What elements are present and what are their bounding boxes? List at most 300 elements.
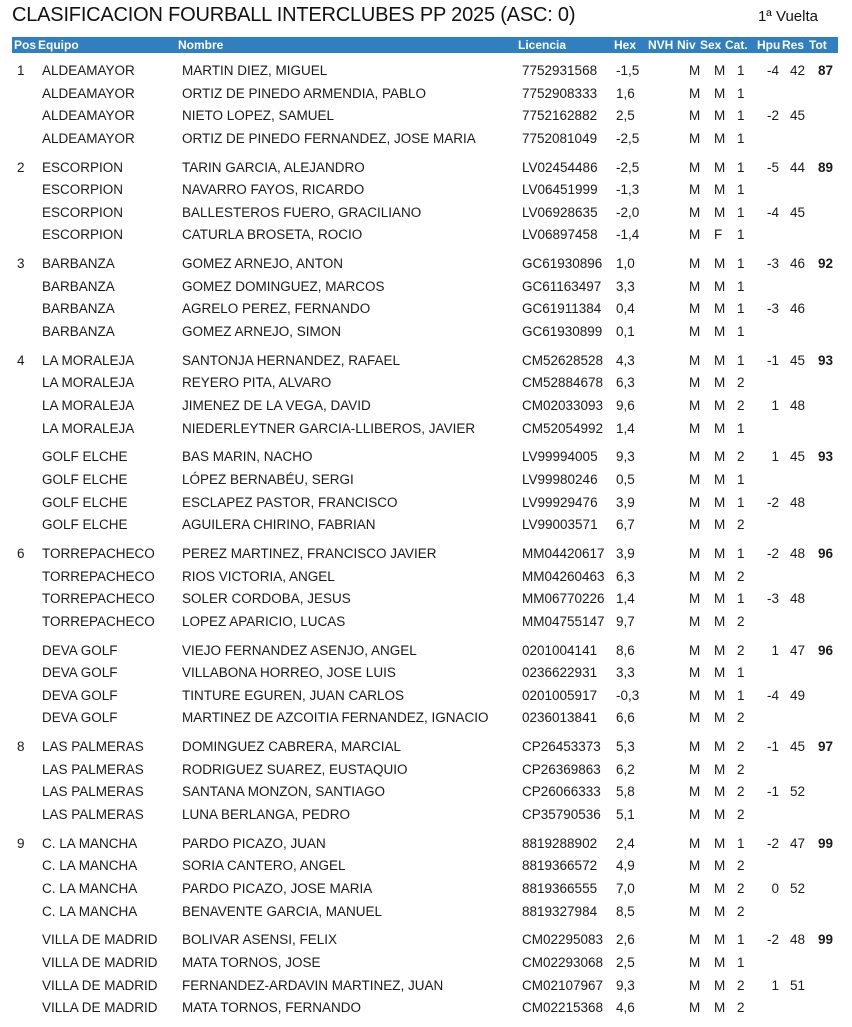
team-name: BARBANZA	[42, 323, 115, 339]
table-row	[0, 129, 852, 152]
team-name: LAS PALMERAS	[42, 739, 144, 755]
player-name: NIEDERLEYTNER GARCIA-LLIBEROS, JAVIER	[182, 420, 476, 436]
player-licence: 8819327984	[522, 903, 598, 919]
player-hex: 1,6	[616, 85, 635, 101]
player-name: RODRIGUEZ SUAREZ, EUSTAQUIO	[182, 761, 408, 777]
player-sex: M	[714, 806, 726, 822]
player-hpu: -2	[766, 545, 779, 561]
player-niv: M	[689, 182, 701, 198]
player-sex: M	[714, 761, 726, 777]
team-name: ALDEAMAYOR	[42, 85, 135, 101]
player-hex: 1,0	[616, 256, 635, 272]
team-total: 96	[818, 545, 834, 561]
player-hex: 6,6	[616, 710, 635, 726]
team-name: DEVA GOLF	[42, 710, 118, 726]
player-licence: 8819366572	[522, 858, 598, 874]
col-header-hex: Hex	[614, 38, 637, 52]
player-res: 47	[790, 835, 806, 851]
player-hpu: -2	[766, 108, 779, 124]
player-niv: M	[689, 954, 701, 970]
team-name: GOLF ELCHE	[42, 471, 128, 487]
player-hpu: -2	[766, 932, 779, 948]
player-niv: M	[689, 1000, 701, 1016]
team-name: LA MORALEJA	[42, 420, 135, 436]
table-row	[0, 567, 852, 590]
player-name: TINTURE EGUREN, JUAN CARLOS	[182, 687, 405, 703]
table-row	[0, 322, 852, 345]
team-position: 1	[17, 63, 25, 78]
table-row	[0, 254, 852, 277]
player-sex: M	[714, 182, 726, 198]
player-niv: M	[689, 449, 701, 465]
team-position: 8	[17, 739, 25, 755]
player-hpu: -4	[766, 687, 779, 703]
player-cat: 1	[737, 278, 745, 294]
player-hpu: 1	[771, 977, 779, 993]
player-name: REYERO PITA, ALVARO	[182, 375, 332, 391]
player-hex: 1,4	[616, 591, 635, 607]
table-row	[0, 663, 852, 686]
team-name: C. LA MANCHA	[42, 858, 138, 874]
player-niv: M	[689, 761, 701, 777]
table-row	[0, 106, 852, 129]
player-licence: CP26453373	[522, 739, 601, 755]
player-name: AGRELO PEREZ, FERNANDO	[182, 301, 371, 317]
player-name: GOMEZ ARNEJO, SIMON	[182, 323, 342, 339]
player-sex: M	[714, 545, 726, 561]
player-niv: M	[689, 159, 701, 175]
player-name: LOPEZ APARICIO, LUCAS	[182, 613, 346, 629]
player-licence: 0201004141	[522, 642, 598, 658]
player-hex: 0,4	[616, 301, 635, 317]
player-niv: M	[689, 932, 701, 948]
col-header-cat: Cat.	[725, 38, 748, 52]
player-cat: 2	[737, 375, 745, 391]
player-licence: GC61930899	[522, 323, 603, 339]
player-licence: 8819288902	[522, 835, 598, 851]
player-sex: M	[714, 642, 726, 658]
table-row	[0, 470, 852, 493]
player-sex: M	[714, 130, 726, 146]
player-name: LÓPEZ BERNABÉU, SERGI	[182, 471, 354, 487]
player-name: CATURLA BROSETA, ROCIO	[182, 227, 363, 243]
team-name: ESCORPION	[42, 227, 124, 243]
player-sex: M	[714, 613, 726, 629]
player-niv: M	[689, 375, 701, 391]
team-total: 89	[818, 159, 834, 175]
table-row	[0, 834, 852, 857]
player-sex: M	[714, 665, 726, 681]
player-cat: 2	[737, 977, 745, 993]
player-res: 48	[790, 545, 806, 561]
player-sex: M	[714, 449, 726, 465]
table-row	[0, 84, 852, 107]
player-hex: 9,7	[616, 613, 635, 629]
player-hex: 6,3	[616, 568, 635, 584]
player-licence: LV99003571	[522, 517, 598, 533]
table-row	[0, 998, 852, 1021]
col-header-niv: Niv	[677, 38, 696, 52]
table-row	[0, 158, 852, 181]
player-cat: 1	[737, 835, 745, 851]
player-licence: MM06770226	[522, 591, 605, 607]
player-res: 46	[790, 256, 806, 272]
player-hex: 6,2	[616, 761, 635, 777]
player-niv: M	[689, 545, 701, 561]
team-name: LA MORALEJA	[42, 397, 135, 413]
player-hex: 9,3	[616, 977, 635, 993]
player-niv: M	[689, 108, 701, 124]
player-hex: 9,3	[616, 449, 635, 465]
player-sex: M	[714, 159, 726, 175]
player-cat: 2	[737, 517, 745, 533]
col-header-nvh: NVH	[648, 38, 674, 52]
player-cat: 2	[737, 642, 745, 658]
player-hex: 3,9	[616, 494, 635, 510]
team-name: VILLA DE MADRID	[42, 932, 158, 948]
player-res: 52	[790, 784, 806, 800]
col-header-hpu: Hpu	[757, 38, 781, 52]
player-sex: M	[714, 710, 726, 726]
player-res: 45	[790, 449, 806, 465]
team-name: DEVA GOLF	[42, 665, 118, 681]
player-hex: 0,5	[616, 471, 635, 487]
player-hpu: -5	[766, 159, 779, 175]
player-name: MARTINEZ DE AZCOITIA FERNANDEZ, IGNACIO	[182, 710, 489, 726]
player-name: BOLIVAR ASENSI, FELIX	[182, 932, 338, 948]
player-niv: M	[689, 352, 701, 368]
player-name: PARDO PICAZO, JUAN	[182, 835, 326, 851]
table-row	[0, 879, 852, 902]
player-sex: M	[714, 1000, 726, 1016]
player-name: GOMEZ ARNEJO, ANTON	[182, 256, 344, 272]
player-name: SANTANA MONZON, SANTIAGO	[182, 784, 386, 800]
player-hex: 3,9	[616, 545, 635, 561]
player-name: PEREZ MARTINEZ, FRANCISCO JAVIER	[182, 545, 437, 561]
player-sex: M	[714, 256, 726, 272]
player-hex: 4,9	[616, 858, 635, 874]
player-cat: 1	[737, 471, 745, 487]
player-hex: 5,1	[616, 806, 635, 822]
team-group	[0, 834, 852, 931]
player-name: VIEJO FERNANDEZ ASENJO, ANGEL	[182, 642, 417, 658]
table-row	[0, 493, 852, 516]
player-res: 45	[790, 108, 806, 124]
team-group	[0, 61, 852, 158]
player-licence: CP26066333	[522, 784, 601, 800]
player-hpu: -4	[766, 63, 779, 78]
team-group	[0, 544, 852, 641]
player-hpu: -1	[766, 739, 779, 755]
player-niv: M	[689, 665, 701, 681]
team-total: 93	[818, 449, 834, 465]
team-name: LAS PALMERAS	[42, 761, 144, 777]
player-hpu: -3	[766, 301, 779, 317]
player-name: NIETO LOPEZ, SAMUEL	[182, 108, 335, 124]
player-niv: M	[689, 256, 701, 272]
player-name: GOMEZ DOMINGUEZ, MARCOS	[182, 278, 385, 294]
player-cat: 1	[737, 108, 745, 124]
player-niv: M	[689, 687, 701, 703]
team-name: LA MORALEJA	[42, 375, 135, 391]
player-niv: M	[689, 85, 701, 101]
player-cat: 2	[737, 880, 745, 896]
team-position: 9	[17, 835, 25, 851]
player-sex: M	[714, 301, 726, 317]
team-name: GOLF ELCHE	[42, 517, 128, 533]
player-cat: 1	[737, 954, 745, 970]
table-row	[0, 351, 852, 374]
table-row	[0, 930, 852, 953]
player-licence: 8819366555	[522, 880, 598, 896]
player-licence: 0201005917	[522, 687, 598, 703]
team-total: 96	[818, 642, 834, 658]
team-total: 87	[818, 63, 834, 78]
player-cat: 2	[737, 761, 745, 777]
player-sex: M	[714, 108, 726, 124]
team-name: DEVA GOLF	[42, 687, 118, 703]
player-cat: 2	[737, 858, 745, 874]
player-hpu: 1	[771, 397, 779, 413]
round-label: 1ª Vuelta	[757, 8, 818, 25]
team-total: 99	[818, 932, 834, 948]
player-hex: -2,5	[616, 159, 640, 175]
player-niv: M	[689, 323, 701, 339]
player-niv: M	[689, 858, 701, 874]
player-sex: M	[714, 903, 726, 919]
player-hex: 5,8	[616, 784, 635, 800]
player-res: 47	[790, 642, 806, 658]
player-hex: -1,5	[616, 63, 640, 78]
player-name: BAS MARIN, NACHO	[182, 449, 313, 465]
player-cat: 1	[737, 159, 745, 175]
player-res: 52	[790, 880, 806, 896]
team-name: VILLA DE MADRID	[42, 977, 158, 993]
team-name: BARBANZA	[42, 256, 115, 272]
player-name: PARDO PICAZO, JOSE MARIA	[182, 880, 373, 896]
player-sex: F	[714, 227, 723, 243]
team-name: C. LA MANCHA	[42, 835, 138, 851]
player-name: NAVARRO FAYOS, RICARDO	[182, 182, 365, 198]
player-name: SOLER CORDOBA, JESUS	[182, 591, 351, 607]
player-licence: MM04260463	[522, 568, 605, 584]
player-niv: M	[689, 63, 701, 78]
table-row	[0, 760, 852, 783]
table-header	[12, 37, 838, 53]
player-niv: M	[689, 420, 701, 436]
player-sex: M	[714, 954, 726, 970]
player-licence: CM02295083	[522, 932, 604, 948]
table-row	[0, 902, 852, 925]
team-name: ALDEAMAYOR	[42, 130, 135, 146]
team-name: ESCORPION	[42, 182, 124, 198]
player-niv: M	[689, 880, 701, 896]
player-hpu: -4	[766, 204, 779, 220]
player-name: RIOS VICTORIA, ANGEL	[182, 568, 335, 584]
player-name: ORTIZ DE PINEDO ARMENDIA, PABLO	[182, 85, 427, 101]
team-group	[0, 254, 852, 351]
player-sex: M	[714, 375, 726, 391]
team-name: BARBANZA	[42, 301, 115, 317]
player-sex: M	[714, 835, 726, 851]
player-licence: LV06897458	[522, 227, 598, 243]
player-name: DOMINGUEZ CABRERA, MARCIAL	[182, 739, 402, 755]
player-licence: LV99994005	[522, 449, 598, 465]
player-sex: M	[714, 977, 726, 993]
team-name: TORREPACHECO	[42, 613, 155, 629]
team-name: C. LA MANCHA	[42, 903, 138, 919]
player-licence: CM52884678	[522, 375, 604, 391]
table-row	[0, 686, 852, 709]
table-row	[0, 805, 852, 828]
page-title: CLASIFICACION FOURBALL INTERCLUBES PP 2025 (ASC: 0)	[12, 4, 576, 26]
player-sex: M	[714, 784, 726, 800]
player-hpu: -1	[766, 784, 779, 800]
table-row	[0, 419, 852, 442]
table-row	[0, 953, 852, 976]
player-hex: -2,0	[616, 204, 640, 220]
table-row	[0, 856, 852, 879]
team-group	[0, 737, 852, 834]
player-sex: M	[714, 397, 726, 413]
player-licence: GC61930896	[522, 256, 603, 272]
player-hpu: 0	[771, 880, 779, 896]
team-group	[0, 158, 852, 255]
player-hex: 0,1	[616, 323, 635, 339]
table-row	[0, 589, 852, 612]
player-hex: 1,4	[616, 420, 635, 436]
player-cat: 1	[737, 591, 745, 607]
player-cat: 2	[737, 903, 745, 919]
table-row	[0, 373, 852, 396]
player-licence: CP35790536	[522, 806, 601, 822]
player-licence: GC61911384	[522, 301, 602, 317]
player-name: SANTONJA HERNANDEZ, RAFAEL	[182, 352, 401, 368]
player-sex: M	[714, 494, 726, 510]
col-header-equipo: Equipo	[38, 38, 79, 52]
player-licence: MM04755147	[522, 613, 605, 629]
player-name: TARIN GARCIA, ALEJANDRO	[182, 159, 365, 175]
player-licence: 7752908333	[522, 85, 598, 101]
player-niv: M	[689, 494, 701, 510]
player-cat: 1	[737, 227, 745, 243]
player-hex: 7,0	[616, 880, 635, 896]
player-cat: 2	[737, 568, 745, 584]
team-name: TORREPACHECO	[42, 568, 155, 584]
player-sex: M	[714, 568, 726, 584]
player-licence: LV06451999	[522, 182, 598, 198]
team-name: TORREPACHECO	[42, 591, 155, 607]
player-licence: LV99929476	[522, 494, 598, 510]
player-hex: 5,3	[616, 739, 635, 755]
player-sex: M	[714, 352, 726, 368]
player-res: 48	[790, 591, 806, 607]
table-row	[0, 976, 852, 999]
player-res: 51	[790, 977, 806, 993]
player-sex: M	[714, 858, 726, 874]
player-cat: 2	[737, 1000, 745, 1016]
player-cat: 2	[737, 784, 745, 800]
player-licence: GC61163497	[522, 278, 602, 294]
player-sex: M	[714, 471, 726, 487]
player-name: MATA TORNOS, FERNANDO	[182, 1000, 362, 1016]
player-cat: 1	[737, 63, 745, 78]
player-res: 45	[790, 352, 806, 368]
player-hpu: -3	[766, 591, 779, 607]
team-name: DEVA GOLF	[42, 642, 118, 658]
player-cat: 1	[737, 665, 745, 681]
player-name: MATA TORNOS, JOSE	[182, 954, 321, 970]
team-group	[0, 930, 852, 1027]
team-name: GOLF ELCHE	[42, 494, 128, 510]
player-cat: 2	[737, 449, 745, 465]
player-niv: M	[689, 739, 701, 755]
player-res: 48	[790, 932, 806, 948]
team-name: C. LA MANCHA	[42, 880, 138, 896]
player-name: JIMENEZ DE LA VEGA, DAVID	[182, 397, 371, 413]
team-position: 4	[17, 352, 25, 368]
player-licence: 7752081049	[522, 130, 598, 146]
player-name: ESCLAPEZ PASTOR, FRANCISCO	[182, 494, 398, 510]
team-position: 3	[17, 256, 25, 272]
player-hex: 4,6	[616, 1000, 635, 1016]
team-total: 93	[818, 352, 834, 368]
player-cat: 1	[737, 352, 745, 368]
table-row	[0, 225, 852, 248]
table-row	[0, 180, 852, 203]
player-hex: 6,7	[616, 517, 635, 533]
player-niv: M	[689, 278, 701, 294]
player-cat: 2	[737, 806, 745, 822]
player-licence: 0236013841	[522, 710, 598, 726]
player-niv: M	[689, 977, 701, 993]
col-header-pos: Pos	[14, 38, 37, 52]
player-sex: M	[714, 739, 726, 755]
team-group	[0, 447, 852, 544]
player-name: AGUILERA CHIRINO, FABRIAN	[182, 517, 376, 533]
player-hex: 2,4	[616, 835, 635, 851]
player-licence: CM02293068	[522, 954, 604, 970]
player-res: 48	[790, 494, 806, 510]
player-hex: -0,3	[616, 687, 640, 703]
team-name: VILLA DE MADRID	[42, 1000, 158, 1016]
player-cat: 1	[737, 420, 745, 436]
player-hex: 2,5	[616, 108, 635, 124]
player-name: SORIA CANTERO, ANGEL	[182, 858, 346, 874]
player-sex: M	[714, 932, 726, 948]
player-hpu: -2	[766, 835, 779, 851]
player-sex: M	[714, 517, 726, 533]
player-sex: M	[714, 63, 726, 78]
player-hex: 9,6	[616, 397, 635, 413]
player-hex: 8,6	[616, 642, 635, 658]
col-header-licencia: Licencia	[518, 38, 567, 52]
player-res: 44	[790, 159, 806, 175]
player-niv: M	[689, 301, 701, 317]
standings-table	[0, 61, 852, 1027]
team-total: 97	[818, 739, 834, 755]
table-row	[0, 782, 852, 805]
player-sex: M	[714, 591, 726, 607]
player-hpu: -3	[766, 256, 779, 272]
player-hpu: -1	[766, 352, 779, 368]
team-name: LA MORALEJA	[42, 352, 135, 368]
player-cat: 1	[737, 256, 745, 272]
player-niv: M	[689, 806, 701, 822]
player-sex: M	[714, 204, 726, 220]
player-cat: 1	[737, 545, 745, 561]
player-hex: -2,5	[616, 130, 640, 146]
